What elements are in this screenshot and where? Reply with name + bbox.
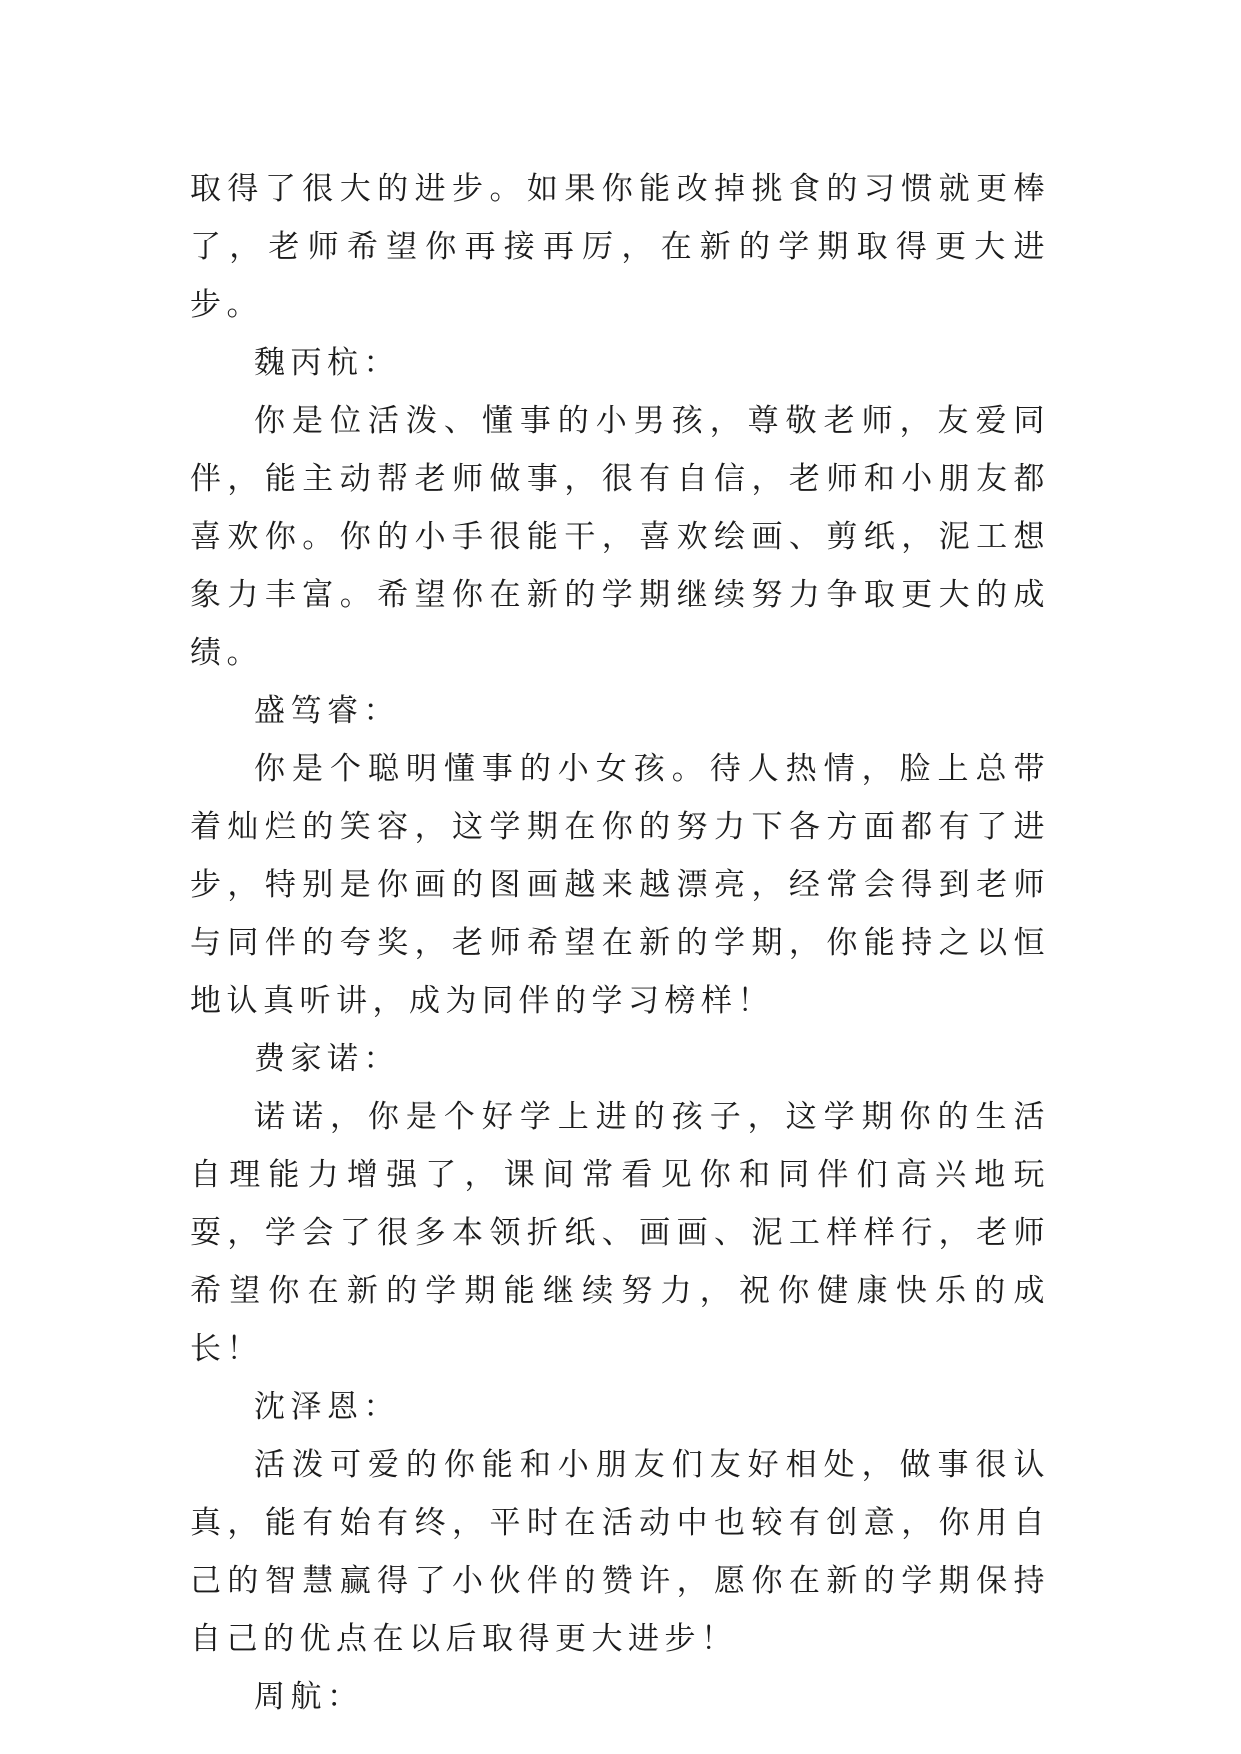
comment-paragraph-fei-jianuo: 诺诺，你是个好学上进的孩子，这学期你的生活自理能力增强了，课间常看见你和同伴们高兴地玩耍，学会了很多本领折纸、画画、泥工样样行，老师希望你在新的学期能继续努力，祝你健康快乐的成长！	[190, 1099, 1050, 1367]
document-body	[190, 160, 1050, 1726]
student-name-zhou-hang: 周航：	[254, 1679, 364, 1715]
comment-paragraph-shen-zeen: 活泼可爱的你能和小朋友们友好相处，做事很认真，能有始有终，平时在活动中也较有创意，你用自己的智慧赢得了小伙伴的赞许，愿你在新的学期保持自己的优点在以后取得更大进步！	[190, 1447, 1050, 1657]
comment-paragraph-continued: 取得了很大的进步。如果你能改掉挑食的习惯就更棒了，老师希望你再接再厉，在新的学期取得更大进步。	[190, 171, 1050, 323]
student-name-sheng-durui: 盛笃睿：	[254, 693, 400, 729]
comment-paragraph-wei-binghang: 你是位活泼、懂事的小男孩，尊敬老师，友爱同伴，能主动帮老师做事，很有自信，老师和小朋友都喜欢你。你的小手很能干，喜欢绘画、剪纸，泥工想象力丰富。希望你在新的学期继续努力争取更大的成绩。	[190, 403, 1050, 671]
student-name-shen-zeen: 沈泽恩：	[254, 1389, 400, 1425]
student-name-wei-binghang: 魏丙杭：	[254, 345, 400, 381]
comment-paragraph-sheng-durui: 你是个聪明懂事的小女孩。待人热情，脸上总带着灿烂的笑容，这学期在你的努力下各方面都有了进步，特别是你画的图画越来越漂亮，经常会得到老师与同伴的夸奖，老师希望在新的学期，你能持之以恒地认真听讲，成为同伴的学习榜样！	[190, 751, 1050, 1019]
student-name-fei-jianuo: 费家诺：	[254, 1041, 400, 1077]
